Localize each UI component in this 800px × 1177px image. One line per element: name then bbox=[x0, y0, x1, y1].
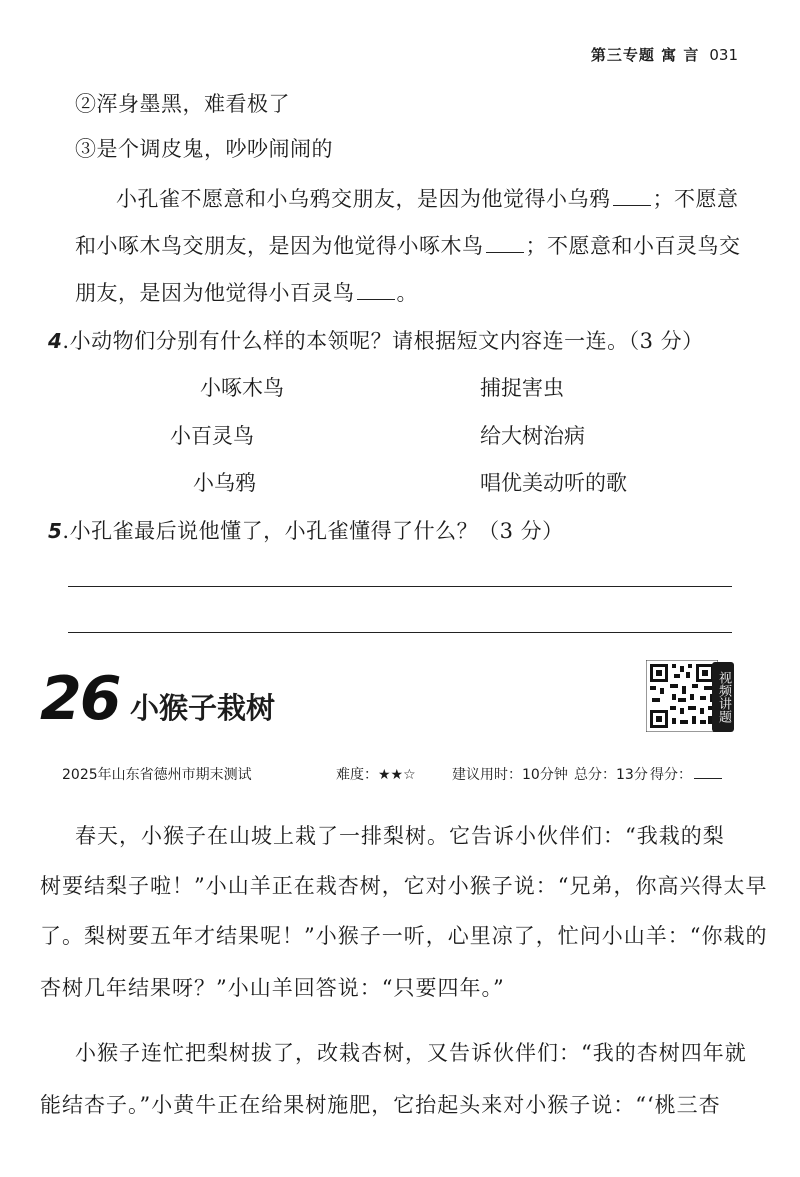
qr-code[interactable] bbox=[646, 660, 718, 732]
passage-line: 了。梨树要五年才结果呢！”小猴子一听，心里凉了，忙问小山羊：“你栽的 bbox=[40, 924, 768, 948]
match-left-1[interactable]: 小啄木鸟 bbox=[200, 376, 284, 400]
suggested-time: 建议用时：10分钟 bbox=[452, 767, 568, 783]
fill-line-2 bbox=[75, 230, 741, 260]
page-header bbox=[591, 44, 738, 65]
question-text: .小动物们分别有什么样的本领呢？请根据短文内容连一连。（3 分） bbox=[62, 329, 704, 353]
fill-text: ；不愿意 bbox=[652, 187, 739, 211]
fill-text: ；不愿意和小百灵鸟交 bbox=[525, 234, 741, 258]
fill-text: 和小啄木鸟交朋友，是因为他觉得小啄木鸟 bbox=[75, 234, 484, 258]
score-blank[interactable] bbox=[694, 766, 722, 779]
answer-line[interactable] bbox=[68, 586, 732, 587]
score-field[interactable] bbox=[650, 764, 722, 784]
passage-line: 树要结梨子啦！”小山羊正在栽杏树，它对小猴子说：“兄弟，你高兴得太早 bbox=[40, 874, 768, 898]
question-4 bbox=[48, 325, 704, 355]
question-number: 5 bbox=[48, 519, 63, 543]
question-5 bbox=[48, 515, 564, 545]
passage-line: 能结杏子。”小黄牛正在给果树施肥，它抬起头来对小猴子说：“‘桃三杏 bbox=[40, 1093, 721, 1117]
fill-line-3 bbox=[75, 277, 418, 307]
answer-blank[interactable] bbox=[486, 234, 524, 253]
match-left-2[interactable]: 小百灵鸟 bbox=[170, 424, 254, 448]
answer-blank[interactable] bbox=[357, 281, 395, 300]
answer-line[interactable] bbox=[68, 632, 732, 633]
match-right-2[interactable]: 给大树治病 bbox=[480, 424, 585, 448]
question-text: .小孔雀最后说他懂了，小孔雀懂得了什么？（3 分） bbox=[62, 519, 564, 543]
fill-text: 朋友，是因为他觉得小百灵鸟 bbox=[75, 281, 355, 305]
match-right-3[interactable]: 唱优美动听的歌 bbox=[480, 471, 627, 495]
fill-line-1 bbox=[116, 183, 739, 213]
exam-source: 2025年山东省德州市期末测试 bbox=[62, 767, 252, 783]
option-2: ②浑身墨黑，难看极了 bbox=[75, 92, 290, 116]
difficulty: 难度：★★☆ bbox=[336, 767, 416, 783]
section-title: 第三专题 寓 言 bbox=[590, 46, 700, 64]
video-explanation-tag[interactable]: 视频讲题 bbox=[712, 662, 734, 732]
passage-line: 小猴子连忙把梨树拔了，改栽杏树，又告诉伙伴们：“我的杏树四年就 bbox=[75, 1041, 747, 1065]
question-number: 4 bbox=[48, 329, 63, 353]
passage-line: 春天，小猴子在山坡上栽了一排梨树。它告诉小伙伴们：“我栽的梨 bbox=[75, 824, 725, 848]
fill-text: 。 bbox=[396, 281, 418, 305]
score-label: 得分： bbox=[650, 767, 692, 783]
page-number: 031 bbox=[709, 46, 738, 64]
option-3: ③是个调皮鬼，吵吵闹闹的 bbox=[75, 137, 333, 161]
total-score: 总分：13分 bbox=[574, 767, 648, 783]
passage-line: 杏树几年结果呀？”小山羊回答说：“只要四年。” bbox=[40, 976, 505, 1000]
lesson-title: 小猴子栽树 bbox=[130, 691, 276, 725]
lesson-number: 26 bbox=[40, 664, 120, 734]
fill-text: 小孔雀不愿意和小乌鸦交朋友，是因为他觉得小乌鸦 bbox=[116, 187, 611, 211]
match-left-3[interactable]: 小乌鸦 bbox=[193, 471, 256, 495]
answer-blank[interactable] bbox=[613, 187, 651, 206]
match-right-1[interactable]: 捕捉害虫 bbox=[480, 376, 564, 400]
